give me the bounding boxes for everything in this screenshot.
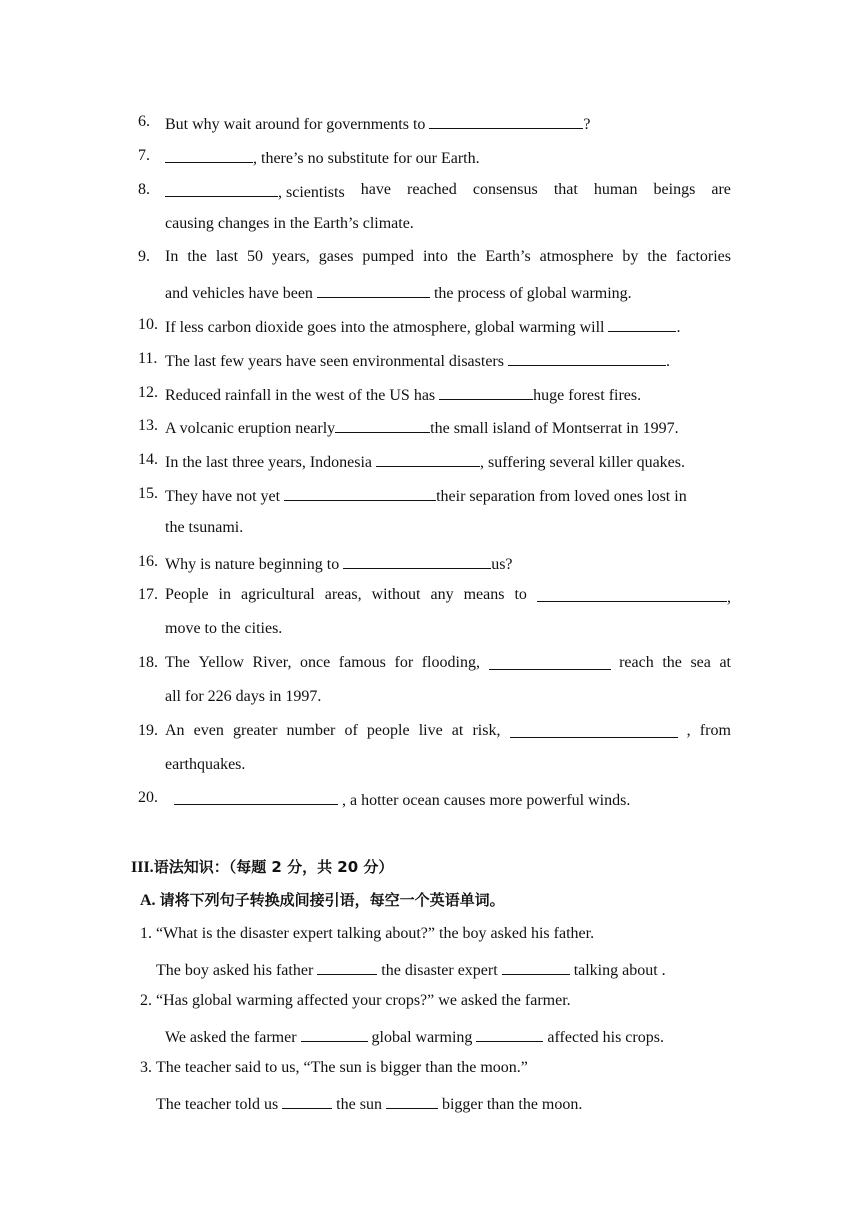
item-15-continuation: the tsunami. [165,519,244,536]
question-answer-line [156,1092,582,1112]
answer-blank[interactable] [376,450,480,467]
answer-text: global warming [367,1029,477,1046]
item-word: factories [675,248,731,265]
item-word: number [286,722,336,739]
item-word: to [514,586,527,603]
answer-blank[interactable] [174,788,338,805]
item-15-text [165,484,687,504]
item-word: pumped [362,248,414,265]
item-word: live [418,722,443,739]
item-text: In the last three years, Indonesia [165,454,377,471]
item-number: 8. [138,181,150,198]
item-text: The last few years have seen environmental disasters [165,353,508,370]
question-sentence: “Has global warming affected your crops?” we asked the farmer. [156,992,571,1009]
item-number: 14. [138,451,158,468]
item-text: the small island of Montserrat in 1997. [430,420,679,437]
item-word: that [553,181,578,198]
part-instructions: 请将下列句子转换成间接引语，每空一个英语单词。 [159,891,505,909]
answer-text: bigger than the moon. [437,1096,583,1113]
item-word: means [463,586,505,603]
item-word: at [719,654,731,671]
answer-blank[interactable] [284,484,436,501]
answer-text: The boy asked his father [156,962,318,979]
item-word: at [451,722,464,739]
item-word: of [344,722,358,739]
item-word: are [711,181,731,198]
item-13-text [165,416,679,436]
answer-blank[interactable] [489,653,611,670]
item-word: have [360,181,391,198]
item-word: Yellow [198,654,244,671]
item-text: , [726,589,731,606]
item-word: , scientists [278,184,345,201]
item-12-text [165,383,641,403]
answer-blank[interactable] [335,416,430,433]
item-number: 17. [138,586,158,603]
item-word: beings [653,181,696,198]
item-number: 10. [138,316,158,333]
item-word: years, [272,248,310,265]
item-17-text [165,585,731,608]
item-word: human [593,181,638,198]
item-9-text [165,247,731,267]
item-17-continuation: move to the cities. [165,620,283,637]
item-text: . [676,319,681,336]
item-word: risk, [472,722,501,739]
question-number: 3. [140,1059,152,1076]
section-heading [131,857,393,877]
answer-blank[interactable] [165,146,253,163]
answer-blank[interactable] [608,315,676,332]
item-18-continuation: all for 226 days in 1997. [165,688,322,705]
item-word: consensus [472,181,538,198]
question-sentence: The teacher said to us, “The sun is bigger than the moon.” [156,1059,528,1076]
part-a-heading [140,890,505,910]
item-word: into [422,248,448,265]
item-word: flooding, [421,654,480,671]
item-word: Earth’s [485,248,531,265]
item-number: 13. [138,417,158,434]
question-number: 1. [140,925,152,942]
item-7-text [165,146,480,166]
answer-blank[interactable] [386,1092,438,1109]
item-number: 12. [138,384,158,401]
item-19-text [165,721,731,741]
item-number: 9. [138,248,150,265]
item-text: A volcanic eruption nearly [165,420,336,437]
answer-blank[interactable] [282,1092,332,1109]
item-6-text [165,112,591,132]
question-answer-line [165,1025,664,1045]
item-text: Why is nature beginning to [165,556,344,573]
item-word: the [647,248,667,265]
answer-text: the sun [332,1096,386,1113]
item-text: If less carbon dioxide goes into the atmosphere, global warming will [165,319,609,336]
item-text: Reduced rainfall in the west of the US has [165,387,440,404]
answer-blank[interactable] [510,721,678,738]
item-word: An [165,722,185,739]
item-text: and vehicles have been [165,285,317,302]
item-8-continuation: causing changes in the Earth’s climate. [165,215,414,232]
item-word: 50 [247,248,264,265]
answer-blank[interactable] [537,585,727,602]
item-number: 20. [138,789,158,806]
section-title: 语法知识：（每题 2 分，共 20 分） [153,858,394,876]
item-text: But why wait around for governments to [165,116,430,133]
item-text: ? [583,116,591,133]
item-9-continuation [165,281,632,301]
answer-blank[interactable] [165,180,278,197]
item-word: from [699,722,731,739]
item-word: People [165,586,209,603]
item-word: the [187,248,207,265]
section-roman-numeral: III. [131,859,154,876]
item-text: us? [491,556,513,573]
answer-text: We asked the farmer [165,1029,301,1046]
answer-text: The teacher told us [156,1096,283,1113]
item-14-text [165,450,685,470]
item-word: reached [407,181,457,198]
answer-blank[interactable] [317,958,377,975]
item-word: without [371,586,421,603]
answer-text: talking about . [569,962,666,979]
item-word: River, [252,654,292,671]
item-10-text [165,315,680,335]
item-text: huge forest fires. [533,387,642,404]
item-text: They have not yet [165,488,285,505]
item-text: , there’s no substitute for our Earth. [253,150,480,167]
answer-blank[interactable] [301,1025,368,1042]
item-word: In [165,248,179,265]
item-word: once [300,654,331,671]
answer-blank[interactable] [317,281,430,298]
item-text: their separation from loved ones lost in [436,488,687,505]
item-word: last [215,248,239,265]
item-word: atmosphere [539,248,614,265]
item-number: 7. [138,147,150,164]
item-word: famous [338,654,386,671]
item-word: in [218,586,231,603]
question-answer-line [156,958,666,978]
item-word: sea [690,654,711,671]
question-sentence: “What is the disaster expert talking about?” the boy asked his father. [156,925,595,942]
answer-blank[interactable] [508,349,666,366]
item-number: 19. [138,722,158,739]
answer-blank[interactable] [439,383,533,400]
answer-blank[interactable] [476,1025,543,1042]
item-word: the [662,654,682,671]
item-word: greater [232,722,278,739]
answer-blank[interactable] [429,112,583,129]
answer-text: the disaster expert [377,962,502,979]
item-word: any [430,586,454,603]
item-word: even [193,722,224,739]
item-word: by [622,248,639,265]
item-text: the process of global warming. [429,285,632,302]
item-number: 6. [138,113,150,130]
item-number: 15. [138,485,158,502]
item-word: people [366,722,410,739]
item-word: the [456,248,477,265]
item-word: The [165,654,190,671]
item-text: , suffering several killer quakes. [480,454,685,471]
answer-text: affected his crops. [543,1029,664,1046]
item-8-text [165,180,731,203]
item-text: , a hotter ocean causes more powerful winds. [338,792,631,809]
item-16-text [165,552,513,572]
item-11-text [165,349,670,369]
item-word: agricultural [241,586,315,603]
item-number: 11. [138,350,158,367]
item-text: . [665,353,670,370]
question-number: 2. [140,992,152,1009]
answer-blank[interactable] [343,552,491,569]
item-word: areas, [324,586,362,603]
item-word: reach [619,654,654,671]
item-19-continuation: earthquakes. [165,756,246,773]
item-word: gases [318,248,354,265]
answer-blank[interactable] [502,958,570,975]
item-18-text [165,653,731,673]
item-word: , [686,722,691,739]
item-20-text [174,788,630,808]
item-number: 18. [138,654,158,671]
item-number: 16. [138,553,158,570]
item-word: for [394,654,414,671]
part-label: A. [140,892,156,909]
